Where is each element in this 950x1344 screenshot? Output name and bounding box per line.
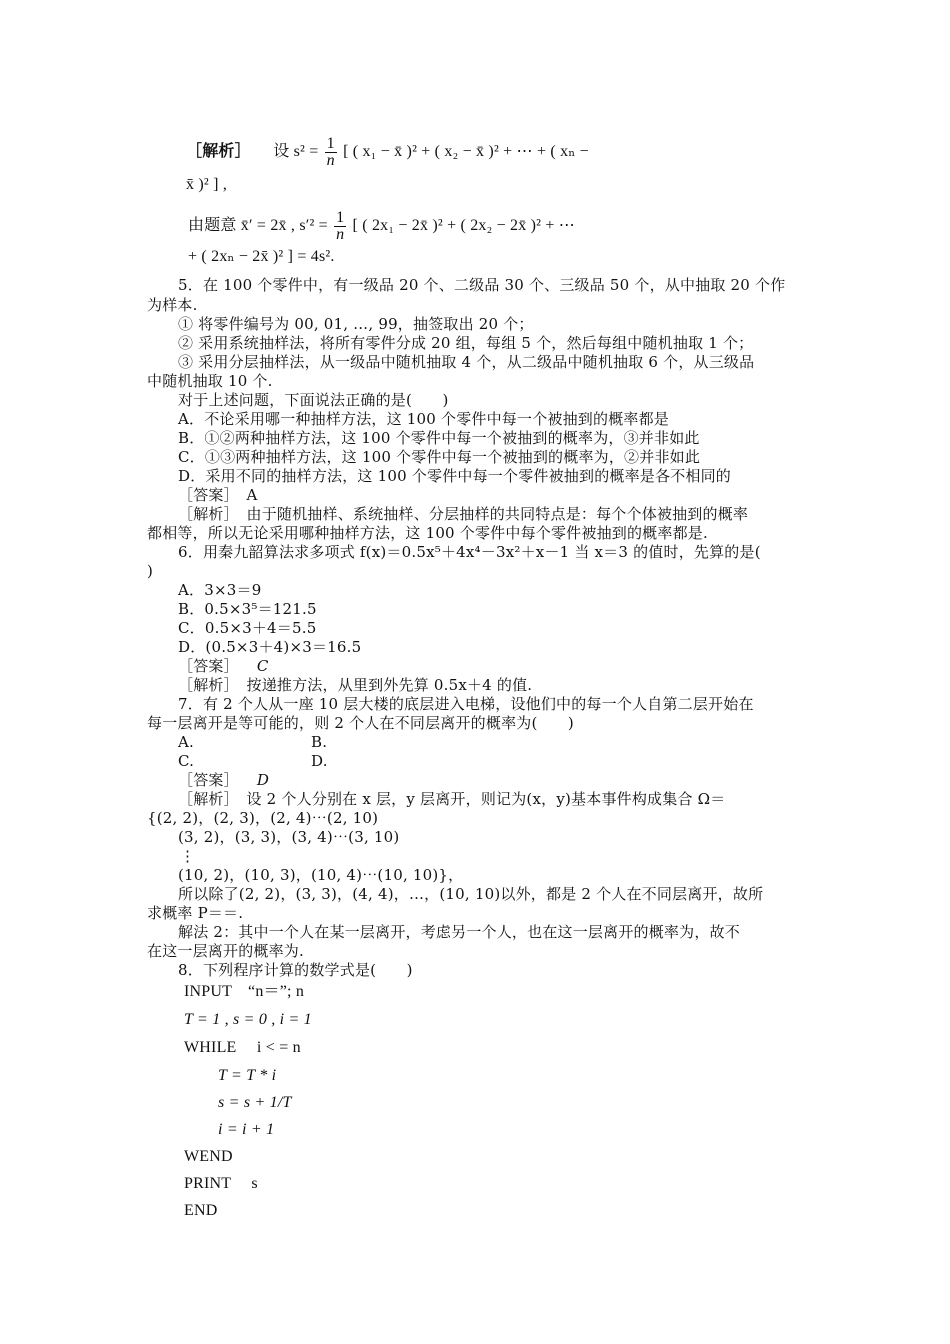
code-line-input: INPUT “n＝”; n <box>184 983 305 1000</box>
q7-explanation-5: (10, 2)，(10, 3)，(10, 4)⋯(10, 10)}， <box>178 866 464 884</box>
fraction-1-over-n: $\frac{1}{n}$ <box>326 135 335 169</box>
q5-explanation-1: ［解析］ 由于随机抽样、系统抽样、分层抽样的共同特点是：每个个体被抽到的概率 <box>178 505 749 523</box>
q7-stem-1: 7．有 2 个人从一座 10 层大楼的底层进入电梯，设他们中的每一个人自第二层开始在 <box>178 695 754 713</box>
q5-option-c: C．①③两种抽样方法，这 100 个零件中每一个被抽到的概率为，②并非如此 <box>178 448 701 466</box>
analysis-line-3: 由题意 x̄′ = 2x̄ , s′² = $\frac{1}{n}$ [ ( 2x₁ − 2x̄ )² + ( 2x₂ − 2x̄ )² + ⋯ <box>188 209 575 243</box>
q5-option-b: B．①②两种抽样方法，这 100 个零件中每一个被抽到的概率为，③并非如此 <box>178 429 700 447</box>
code-line-increment: i = i + 1 <box>218 1121 275 1138</box>
q5-answer: ［答案］ A <box>178 486 258 504</box>
code-line-while: WHILE i < = n <box>184 1039 301 1056</box>
q6-explanation: ［解析］ 按递推方法，从里到外先算 0.5x＋4 的值. <box>178 676 533 694</box>
q5-option-d: D．采用不同的抽样方法，这 100 个零件中每一个零件被抽到的概率是各不相同的 <box>178 467 731 485</box>
code-line-end: END <box>184 1202 218 1219</box>
q5-method-2: ② 采用系统抽样法，将所有零件分成 20 组，每组 5 个，然后每组中随机抽取 1 个； <box>178 334 754 352</box>
q6-option-b: B．0.5×3⁵＝121.5 <box>178 600 317 618</box>
q5-explanation-2: 都相等，所以无论采用哪种抽样方法，这 100 个零件中每个零件被抽到的概率都是. <box>147 524 708 542</box>
q6-option-c: C．0.5×3＋4＝5.5 <box>178 619 317 637</box>
q6-answer-value: C <box>256 657 269 675</box>
q7-stem-2: 每一层离开是等可能的，则 2 个人在不同层离开的概率为( ) <box>147 714 574 732</box>
code-line-sum: s = s + 1/T <box>218 1094 292 1111</box>
analysis-line-2: x̄ )² ] , <box>186 176 228 193</box>
q5-method-1: ① 将零件编号为 00, 01, …, 99，抽签取出 20 个； <box>178 315 534 333</box>
q6-option-a: A．3×3＝9 <box>178 581 262 599</box>
q5-option-a: A．不论采用哪一种抽样方法，这 100 个零件中每一个被抽到的概率都是 <box>178 410 670 428</box>
code-line-init: T = 1 , s = 0 , i = 1 <box>184 1011 312 1028</box>
q7-answer: ［答案］ D <box>178 771 270 789</box>
q8-stem: 8．下列程序计算的数学式是( ) <box>178 961 413 979</box>
q6-stem-2: ) <box>147 562 154 580</box>
q7-explanation-3: (3, 2)，(3, 3)，(3, 4)⋯(3, 10) <box>178 828 400 846</box>
q7-explanation-1: ［解析］ 设 2 个人分别在 x 层，y 层离开，则记为(x，y)基本事件构成集合 Ω＝ <box>178 790 726 808</box>
q6-option-d: D．(0.5×3＋4)×3＝16.5 <box>178 638 362 656</box>
fraction-1-over-n-2: $\frac{1}{n}$ <box>336 209 345 243</box>
q7-explanation-7: 求概率 P＝＝. <box>147 904 244 922</box>
code-line-print: PRINT s <box>184 1175 258 1192</box>
q7-option-a: A. <box>178 733 195 751</box>
q7-option-b: B. <box>311 733 328 751</box>
q7-explanation-vdots: ⋮ <box>180 847 196 865</box>
q7-alt-solution-2: 在这一层离开的概率为. <box>147 942 304 960</box>
variance-def-rest: [ ( x₁ − x̄ )² + ( x₂ − x̄ )² + ⋯ + ( xₙ − <box>343 143 589 161</box>
q5-stem-1: 5．在 100 个零件中，有一级品 20 个、二级品 30 个、三级品 50 个，从中抽取 20 个作 <box>178 276 786 294</box>
q5-method-3b: 中随机抽取 10 个. <box>147 372 273 390</box>
q6-stem-1: 6．用秦九韶算法求多项式 f(x)＝0.5x⁵＋4x⁴－3x²＋x－1 当 x＝3 的值时，先算的是( <box>178 543 761 561</box>
q7-option-d: D. <box>311 752 328 770</box>
q6-answer: ［答案］ C <box>178 657 269 675</box>
analysis-line-1 <box>186 136 589 169</box>
q5-question: 对于上述问题，下面说法正确的是( ) <box>178 391 449 409</box>
q5-stem-2: 为样本. <box>147 296 198 314</box>
q7-option-c: C. <box>178 752 195 770</box>
q5-method-3a: ③ 采用分层抽样法，从一级品中随机抽取 4 个，从二级品中随机抽取 6 个，从三级品 <box>178 353 755 371</box>
q7-explanation-6: 所以除了(2, 2)，(3, 3)，(4, 4)，…，(10, 10)以外，都是 2 个人在不同层离开，故所 <box>178 885 764 903</box>
q7-explanation-2: {(2, 2)，(2, 3)，(2, 4)⋯(2, 10) <box>147 809 379 827</box>
code-line-product: T = T * i <box>218 1067 277 1084</box>
variance-def-prefix: 设 s² = <box>273 143 319 161</box>
q7-alt-solution-1: 解法 2：其中一个人在某一层离开，考虑另一个人，也在这一层离开的概率为，故不 <box>178 923 740 941</box>
code-line-wend: WEND <box>184 1148 233 1165</box>
analysis-label: ［解析］ <box>186 141 251 161</box>
q7-answer-value: D <box>256 771 270 789</box>
analysis-line-4: + ( 2xₙ − 2x̄ )² ] = 4s². <box>188 248 335 265</box>
